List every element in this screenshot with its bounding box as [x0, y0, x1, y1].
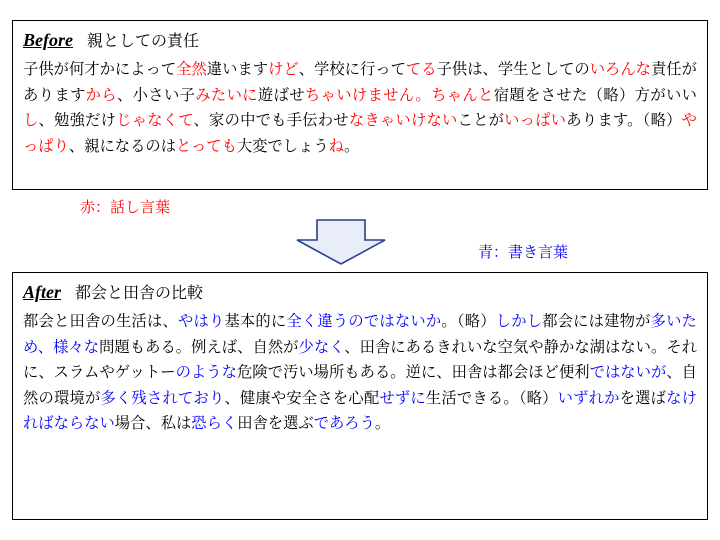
text-run: を選ば — [619, 389, 667, 407]
text-run: 都会と田舎の生活は、 — [23, 313, 178, 330]
text-run: いずれか — [557, 389, 620, 407]
down-arrow-icon — [295, 218, 387, 266]
before-heading — [23, 29, 697, 53]
text-run: てる — [405, 61, 437, 78]
text-run: 多く残されており — [100, 389, 225, 407]
text-run: 、勉強だけ — [38, 112, 117, 129]
text-run: 危険で汚い場所もある。逆に、田舎は都会ほど便利 — [236, 364, 590, 381]
text-run: 。（略） — [441, 313, 496, 330]
text-run: ではないが — [589, 364, 667, 381]
after-label: After — [23, 282, 61, 302]
text-run: 、田舎にあるきれいな空気や静かな湖はない。それに、スラムやゲットー — [23, 338, 697, 381]
text-run: 少なく — [298, 338, 345, 356]
text-run: 宿題をさせた（略）方がいい — [493, 86, 697, 104]
text-run: 子供は、学生としての — [436, 61, 590, 78]
before-text-box — [12, 20, 708, 190]
text-run: 責任があります — [23, 61, 697, 104]
text-run: 基本的に — [224, 313, 287, 330]
text-run: 遊ばせ — [257, 86, 305, 104]
text-run: 問題もある。例えば、自然が — [99, 338, 299, 356]
text-run: 都会には建物が — [542, 313, 651, 330]
text-run: いろんな — [589, 61, 651, 78]
legend-red-label: 赤：話し言葉 — [80, 199, 171, 216]
text-run: 違います — [206, 61, 269, 78]
text-run: 、小さい子 — [116, 86, 196, 104]
text-run: せずに — [379, 389, 426, 407]
text-run: やはり — [177, 313, 225, 330]
text-run: 場合、私は — [114, 415, 192, 432]
text-run: やっぱり — [23, 112, 697, 155]
text-run: けど — [268, 61, 299, 78]
after-text-box — [12, 272, 708, 520]
text-run: であろう — [313, 415, 375, 432]
text-run: じゃなくて — [116, 112, 194, 129]
text-run: 、家の中でも手伝わせ — [193, 112, 349, 129]
text-run: 全然 — [176, 61, 207, 78]
text-run: 、自然の環境が — [23, 364, 697, 407]
text-run: ことが — [457, 112, 505, 129]
text-run: ね — [328, 137, 344, 155]
after-subject: 都会と田舎の比較 — [75, 285, 204, 302]
before-label: Before — [23, 30, 73, 50]
text-run: 全く違うのではないか — [286, 313, 442, 330]
text-run: 、健康や安全さを心配 — [224, 389, 380, 407]
before-subject: 親としての責任 — [86, 33, 199, 50]
text-run: 多いため、様々な — [23, 313, 697, 356]
after-body-text — [23, 309, 697, 437]
text-run: 。 — [374, 415, 391, 432]
text-run: し — [23, 112, 39, 129]
text-run: 田舎を選ぶ — [237, 415, 314, 432]
legend-blue-label: 青：書き言葉 — [478, 244, 569, 261]
text-run: から — [85, 86, 117, 104]
after-heading — [23, 281, 697, 305]
text-run: なければならない — [23, 389, 697, 432]
text-run: 、親になるのは — [68, 137, 176, 155]
text-run: とっても — [176, 137, 237, 155]
text-run: 大変でしょう — [236, 137, 329, 155]
text-run: 、学校に行って — [298, 61, 406, 78]
text-run: 子供が何才かによって — [23, 61, 177, 78]
text-run: しかし — [495, 313, 543, 330]
before-body-text — [23, 57, 697, 159]
text-run: なきゃいけない — [348, 112, 458, 129]
text-run: あります。（略） — [566, 112, 682, 129]
text-run: ちゃいけません。ちゃんと — [304, 86, 494, 104]
text-run: いっぱい — [504, 112, 567, 129]
text-run: みたいに — [195, 86, 258, 104]
text-run: 生活できる。（略） — [425, 389, 558, 407]
text-run: 。 — [344, 137, 360, 155]
text-run: のような — [175, 364, 237, 381]
text-run: 恐らく — [191, 415, 238, 432]
